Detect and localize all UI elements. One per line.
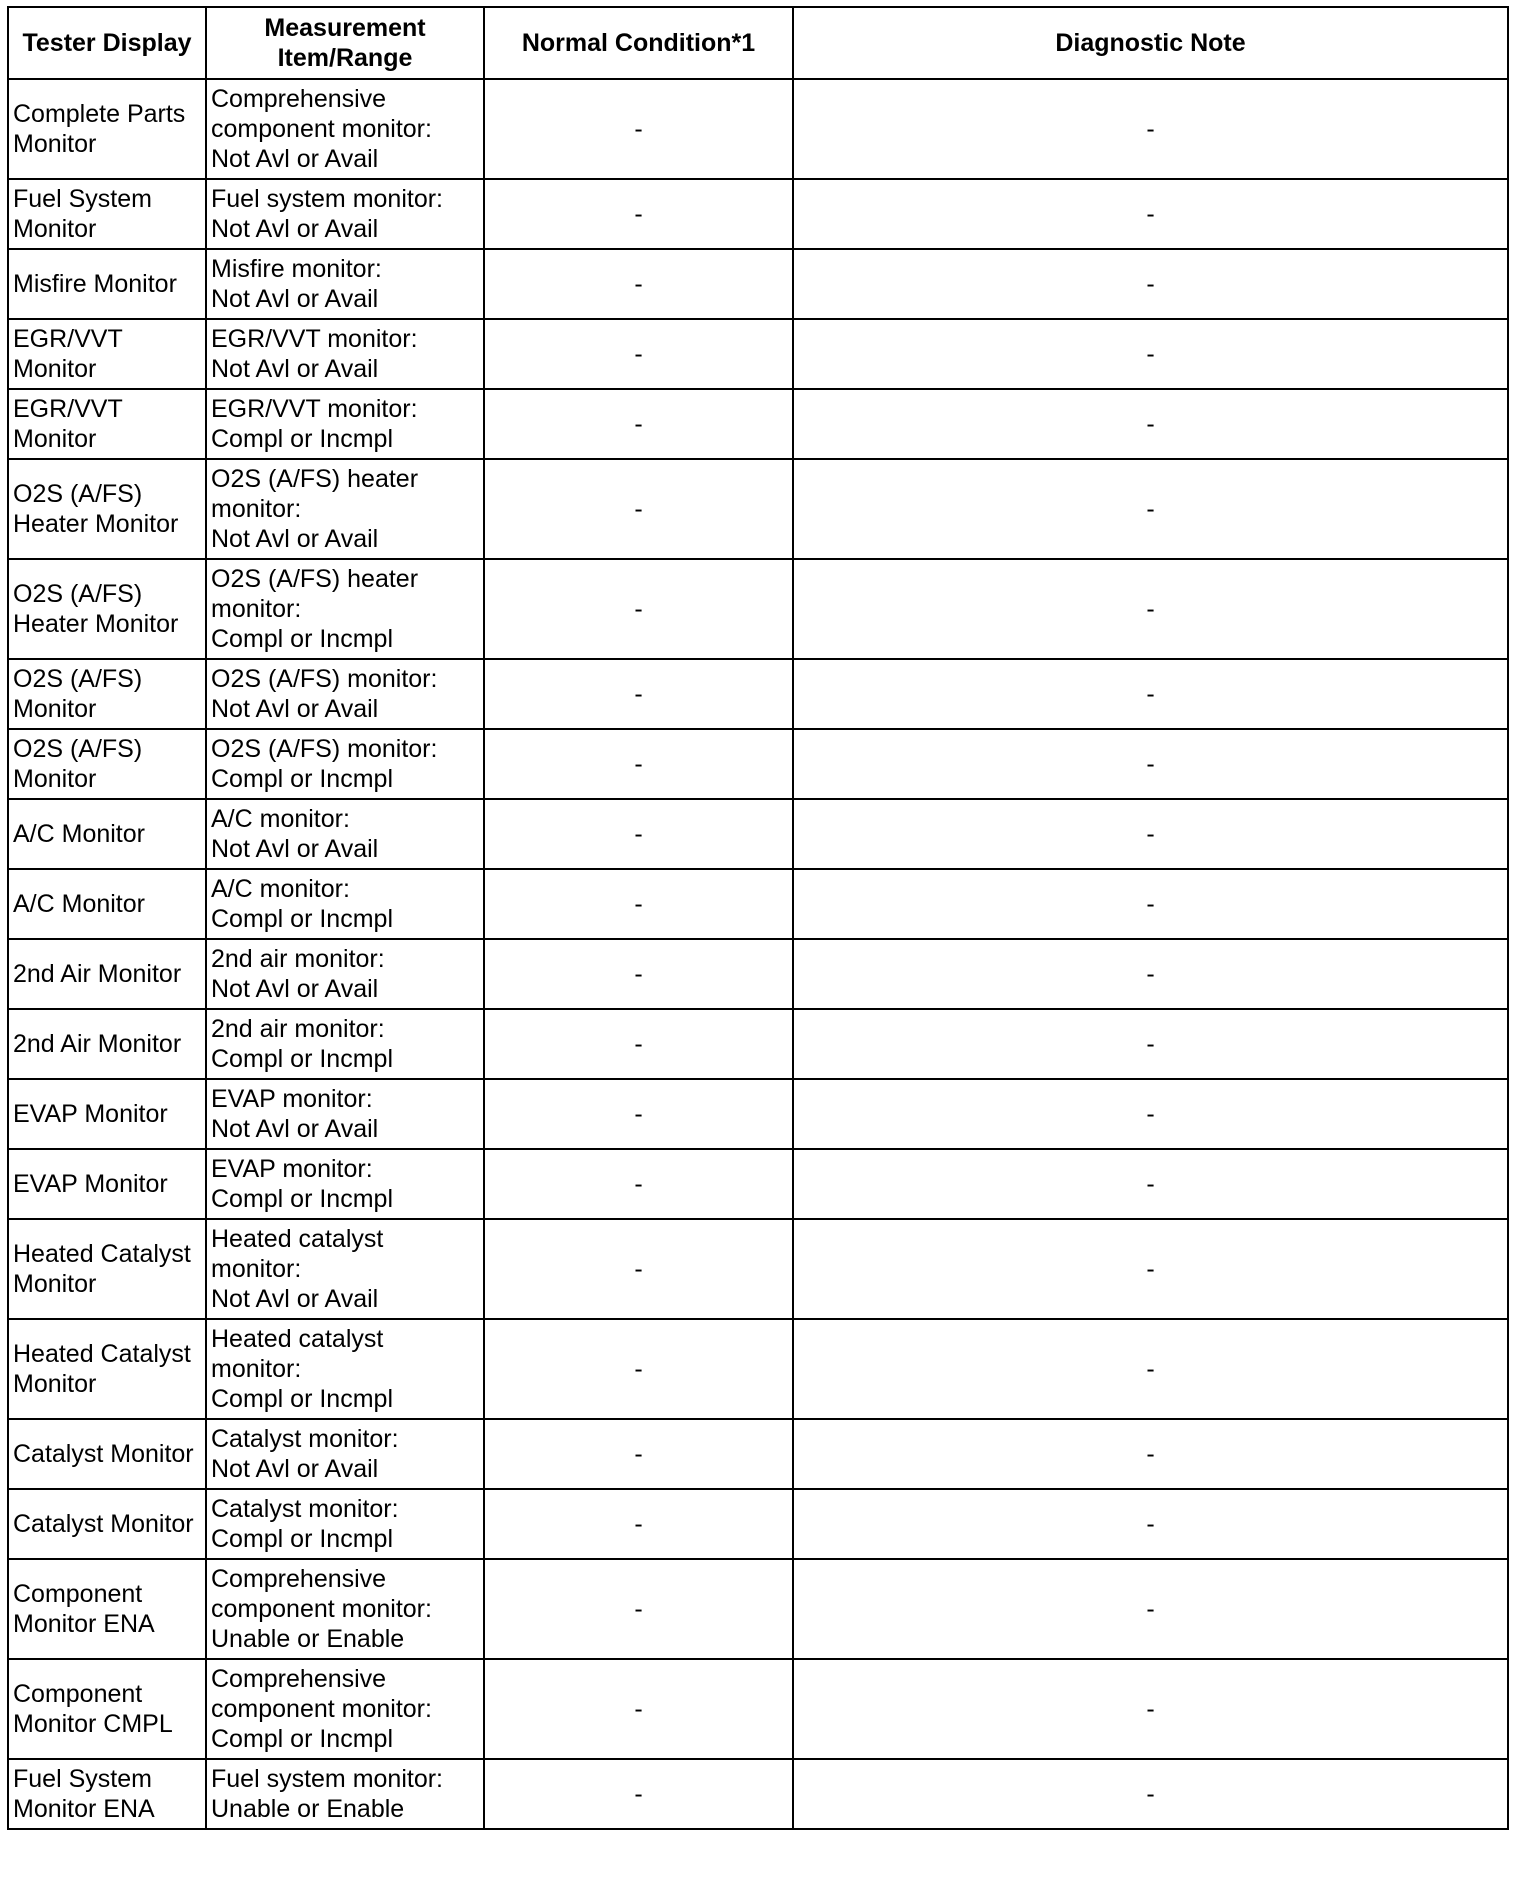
- table-row: [8, 1009, 1508, 1079]
- cell-measurement-item: [206, 659, 484, 729]
- cell-normal-condition: [484, 659, 793, 729]
- table-row: [8, 1079, 1508, 1149]
- cell-tester-display: [8, 319, 206, 389]
- cell-measurement-item-text: O2S (A/FS) heater monitor: Not Avl or Avail: [211, 465, 419, 553]
- cell-measurement-item: [206, 869, 484, 939]
- cell-diagnostic-note: [793, 729, 1508, 799]
- cell-diagnostic-note: [793, 1219, 1508, 1319]
- cell-measurement-item: [206, 1759, 484, 1829]
- cell-tester-display: [8, 799, 206, 869]
- cell-measurement-item-text: 2nd air monitor: Compl or Incmpl: [211, 1015, 393, 1073]
- cell-measurement-item-text: O2S (A/FS) monitor: Not Avl or Avail: [211, 665, 438, 723]
- cell-diagnostic-note: [793, 1319, 1508, 1419]
- cell-tester-display-text: O2S (A/FS) Heater Monitor: [13, 480, 179, 538]
- cell-measurement-item-text: Catalyst monitor: Compl or Incmpl: [211, 1495, 399, 1553]
- header-normal-condition: Normal Condition*1: [484, 7, 793, 79]
- cell-tester-display-text: Catalyst Monitor: [13, 1510, 194, 1538]
- cell-diagnostic-note-text: -: [1146, 1100, 1155, 1128]
- cell-tester-display: [8, 389, 206, 459]
- cell-diagnostic-note: [793, 179, 1508, 249]
- cell-normal-condition-text: -: [634, 1440, 643, 1468]
- cell-measurement-item: [206, 1319, 484, 1419]
- cell-normal-condition-text: -: [634, 750, 643, 778]
- table-row: [8, 389, 1508, 459]
- cell-measurement-item: [206, 1419, 484, 1489]
- cell-diagnostic-note: [793, 1009, 1508, 1079]
- cell-tester-display-text: Complete Parts Monitor: [13, 100, 186, 158]
- cell-normal-condition-text: -: [634, 200, 643, 228]
- cell-normal-condition: [484, 1219, 793, 1319]
- table-row: [8, 799, 1508, 869]
- cell-measurement-item-text: A/C monitor: Compl or Incmpl: [211, 875, 393, 933]
- cell-diagnostic-note: [793, 1079, 1508, 1149]
- cell-measurement-item-text: O2S (A/FS) monitor: Compl or Incmpl: [211, 735, 438, 793]
- cell-normal-condition-text: -: [634, 270, 643, 298]
- cell-tester-display: [8, 459, 206, 559]
- cell-normal-condition: [484, 1009, 793, 1079]
- cell-measurement-item: [206, 179, 484, 249]
- cell-normal-condition-text: -: [634, 1780, 643, 1808]
- cell-measurement-item-text: Fuel system monitor: Unable or Enable: [211, 1765, 444, 1823]
- cell-tester-display-text: Component Monitor ENA: [13, 1580, 155, 1638]
- cell-tester-display: [8, 939, 206, 1009]
- cell-measurement-item: [206, 1009, 484, 1079]
- cell-normal-condition-text: -: [634, 890, 643, 918]
- cell-measurement-item-text: Catalyst monitor: Not Avl or Avail: [211, 1425, 399, 1483]
- cell-tester-display: [8, 1079, 206, 1149]
- cell-measurement-item: [206, 1219, 484, 1319]
- cell-diagnostic-note: [793, 799, 1508, 869]
- cell-measurement-item-text: Heated catalyst monitor: Compl or Incmpl: [211, 1325, 393, 1413]
- cell-tester-display: [8, 1659, 206, 1759]
- table-row: [8, 1759, 1508, 1829]
- cell-normal-condition: [484, 389, 793, 459]
- cell-normal-condition-text: -: [634, 960, 643, 988]
- cell-measurement-item: [206, 729, 484, 799]
- cell-normal-condition: [484, 1319, 793, 1419]
- cell-normal-condition: [484, 249, 793, 319]
- cell-measurement-item-text: EVAP monitor: Compl or Incmpl: [211, 1155, 393, 1213]
- cell-normal-condition: [484, 459, 793, 559]
- cell-measurement-item: [206, 799, 484, 869]
- cell-diagnostic-note: [793, 249, 1508, 319]
- cell-normal-condition: [484, 1759, 793, 1829]
- cell-diagnostic-note-text: -: [1146, 1030, 1155, 1058]
- cell-tester-display: [8, 729, 206, 799]
- table-row: [8, 79, 1508, 179]
- cell-normal-condition: [484, 1659, 793, 1759]
- cell-diagnostic-note-text: -: [1146, 1510, 1155, 1538]
- cell-normal-condition: [484, 179, 793, 249]
- table-row: [8, 459, 1508, 559]
- cell-tester-display-text: Component Monitor CMPL: [13, 1680, 173, 1738]
- table-header: [8, 7, 1508, 79]
- cell-measurement-item: [206, 1149, 484, 1219]
- cell-tester-display-text: Fuel System Monitor ENA: [13, 1765, 155, 1823]
- cell-diagnostic-note-text: -: [1146, 1780, 1155, 1808]
- table-row: [8, 249, 1508, 319]
- cell-normal-condition-text: -: [634, 595, 643, 623]
- cell-diagnostic-note: [793, 659, 1508, 729]
- cell-diagnostic-note-text: -: [1146, 495, 1155, 523]
- cell-diagnostic-note-text: -: [1146, 1595, 1155, 1623]
- cell-measurement-item: [206, 939, 484, 1009]
- header-tester-display: Tester Display: [8, 7, 206, 79]
- cell-measurement-item-text: Heated catalyst monitor: Not Avl or Avail: [211, 1225, 384, 1313]
- cell-normal-condition: [484, 729, 793, 799]
- cell-tester-display-text: Fuel System Monitor: [13, 185, 152, 243]
- cell-diagnostic-note-text: -: [1146, 1255, 1155, 1283]
- cell-tester-display: [8, 1759, 206, 1829]
- cell-diagnostic-note: [793, 1419, 1508, 1489]
- cell-normal-condition-text: -: [634, 340, 643, 368]
- cell-diagnostic-note: [793, 1559, 1508, 1659]
- table-row: [8, 1559, 1508, 1659]
- cell-normal-condition: [484, 1559, 793, 1659]
- cell-diagnostic-note-text: -: [1146, 340, 1155, 368]
- cell-tester-display-text: Heated Catalyst Monitor: [13, 1340, 191, 1398]
- cell-diagnostic-note: [793, 559, 1508, 659]
- cell-normal-condition: [484, 799, 793, 869]
- cell-normal-condition: [484, 1489, 793, 1559]
- table-row: [8, 1419, 1508, 1489]
- cell-measurement-item-text: EVAP monitor: Not Avl or Avail: [211, 1085, 379, 1143]
- table-row: [8, 1149, 1508, 1219]
- cell-normal-condition-text: -: [634, 1595, 643, 1623]
- cell-normal-condition-text: -: [634, 820, 643, 848]
- cell-diagnostic-note: [793, 459, 1508, 559]
- cell-tester-display-text: O2S (A/FS) Heater Monitor: [13, 580, 179, 638]
- cell-tester-display-text: A/C Monitor: [13, 820, 145, 848]
- cell-tester-display: [8, 1489, 206, 1559]
- cell-tester-display: [8, 659, 206, 729]
- cell-measurement-item: [206, 1489, 484, 1559]
- cell-tester-display-text: 2nd Air Monitor: [13, 960, 182, 988]
- cell-tester-display-text: 2nd Air Monitor: [13, 1030, 182, 1058]
- cell-diagnostic-note-text: -: [1146, 1440, 1155, 1468]
- cell-diagnostic-note-text: -: [1146, 410, 1155, 438]
- cell-normal-condition-text: -: [634, 1695, 643, 1723]
- cell-measurement-item-text: Fuel system monitor: Not Avl or Avail: [211, 185, 444, 243]
- cell-normal-condition: [484, 1079, 793, 1149]
- cell-measurement-item-text: EGR/VVT monitor: Compl or Incmpl: [211, 395, 418, 453]
- cell-diagnostic-note: [793, 1149, 1508, 1219]
- cell-normal-condition-text: -: [634, 1510, 643, 1538]
- cell-normal-condition: [484, 79, 793, 179]
- cell-diagnostic-note-text: -: [1146, 115, 1155, 143]
- cell-measurement-item-text: 2nd air monitor: Not Avl or Avail: [211, 945, 385, 1003]
- cell-tester-display-text: EGR/VVT Monitor: [13, 395, 123, 453]
- cell-tester-display: [8, 869, 206, 939]
- cell-measurement-item: [206, 319, 484, 389]
- cell-diagnostic-note-text: -: [1146, 1695, 1155, 1723]
- cell-measurement-item: [206, 1559, 484, 1659]
- cell-tester-display: [8, 1219, 206, 1319]
- cell-normal-condition-text: -: [634, 410, 643, 438]
- cell-measurement-item: [206, 249, 484, 319]
- table-row: [8, 939, 1508, 1009]
- cell-normal-condition: [484, 319, 793, 389]
- cell-normal-condition-text: -: [634, 495, 643, 523]
- cell-tester-display: [8, 559, 206, 659]
- cell-tester-display: [8, 1009, 206, 1079]
- cell-measurement-item: [206, 389, 484, 459]
- cell-normal-condition: [484, 939, 793, 1009]
- cell-tester-display-text: A/C Monitor: [13, 890, 145, 918]
- cell-diagnostic-note-text: -: [1146, 890, 1155, 918]
- cell-diagnostic-note: [793, 1489, 1508, 1559]
- cell-tester-display: [8, 1149, 206, 1219]
- cell-tester-display-text: Misfire Monitor: [13, 270, 177, 298]
- table-row: [8, 1489, 1508, 1559]
- cell-diagnostic-note: [793, 1659, 1508, 1759]
- cell-normal-condition-text: -: [634, 1255, 643, 1283]
- cell-measurement-item-text: Comprehensive component monitor: Not Avl or Avail: [211, 85, 432, 173]
- cell-diagnostic-note: [793, 939, 1508, 1009]
- cell-tester-display-text: Heated Catalyst Monitor: [13, 1240, 191, 1298]
- table-row: [8, 319, 1508, 389]
- cell-tester-display-text: Catalyst Monitor: [13, 1440, 194, 1468]
- cell-measurement-item-text: O2S (A/FS) heater monitor: Compl or Incmpl: [211, 565, 419, 653]
- cell-diagnostic-note-text: -: [1146, 1170, 1155, 1198]
- table-body: [8, 79, 1508, 1829]
- cell-diagnostic-note-text: -: [1146, 960, 1155, 988]
- cell-diagnostic-note-text: -: [1146, 1355, 1155, 1383]
- cell-normal-condition-text: -: [634, 1355, 643, 1383]
- cell-tester-display: [8, 179, 206, 249]
- data-list-table: [7, 6, 1509, 1830]
- cell-diagnostic-note: [793, 79, 1508, 179]
- cell-diagnostic-note-text: -: [1146, 270, 1155, 298]
- cell-normal-condition-text: -: [634, 1170, 643, 1198]
- cell-tester-display-text: O2S (A/FS) Monitor: [13, 665, 143, 723]
- cell-tester-display: [8, 1559, 206, 1659]
- cell-normal-condition: [484, 559, 793, 659]
- cell-measurement-item: [206, 559, 484, 659]
- cell-tester-display: [8, 1419, 206, 1489]
- table-row: [8, 1219, 1508, 1319]
- cell-normal-condition: [484, 1149, 793, 1219]
- cell-tester-display: [8, 1319, 206, 1419]
- cell-measurement-item-text: Comprehensive component monitor: Compl or Incmpl: [211, 1665, 432, 1753]
- header-row: [8, 7, 1508, 79]
- table-row: [8, 1659, 1508, 1759]
- cell-measurement-item: [206, 459, 484, 559]
- cell-diagnostic-note: [793, 1759, 1508, 1829]
- header-measurement-item-range: Measurement Item/Range: [206, 7, 484, 79]
- cell-measurement-item-text: EGR/VVT monitor: Not Avl or Avail: [211, 325, 418, 383]
- header-diagnostic-note: Diagnostic Note: [793, 7, 1508, 79]
- table-row: [8, 559, 1508, 659]
- table-row: [8, 659, 1508, 729]
- cell-tester-display-text: EGR/VVT Monitor: [13, 325, 123, 383]
- cell-measurement-item-text: Comprehensive component monitor: Unable or Enable: [211, 1565, 432, 1653]
- cell-measurement-item: [206, 1659, 484, 1759]
- cell-diagnostic-note-text: -: [1146, 595, 1155, 623]
- cell-normal-condition-text: -: [634, 1030, 643, 1058]
- cell-measurement-item: [206, 1079, 484, 1149]
- cell-diagnostic-note-text: -: [1146, 750, 1155, 778]
- cell-normal-condition-text: -: [634, 115, 643, 143]
- cell-measurement-item-text: A/C monitor: Not Avl or Avail: [211, 805, 379, 863]
- cell-tester-display: [8, 79, 206, 179]
- cell-diagnostic-note-text: -: [1146, 680, 1155, 708]
- cell-diagnostic-note-text: -: [1146, 820, 1155, 848]
- cell-diagnostic-note: [793, 869, 1508, 939]
- cell-diagnostic-note: [793, 319, 1508, 389]
- cell-normal-condition-text: -: [634, 680, 643, 708]
- cell-tester-display-text: O2S (A/FS) Monitor: [13, 735, 143, 793]
- table-row: [8, 179, 1508, 249]
- cell-tester-display: [8, 249, 206, 319]
- table-row: [8, 869, 1508, 939]
- cell-tester-display-text: EVAP Monitor: [13, 1100, 168, 1128]
- cell-normal-condition: [484, 869, 793, 939]
- cell-normal-condition: [484, 1419, 793, 1489]
- table-row: [8, 1319, 1508, 1419]
- cell-measurement-item: [206, 79, 484, 179]
- cell-tester-display-text: EVAP Monitor: [13, 1170, 168, 1198]
- cell-diagnostic-note-text: -: [1146, 200, 1155, 228]
- cell-normal-condition-text: -: [634, 1100, 643, 1128]
- cell-measurement-item-text: Misfire monitor: Not Avl or Avail: [211, 255, 382, 313]
- cell-diagnostic-note: [793, 389, 1508, 459]
- table-row: [8, 729, 1508, 799]
